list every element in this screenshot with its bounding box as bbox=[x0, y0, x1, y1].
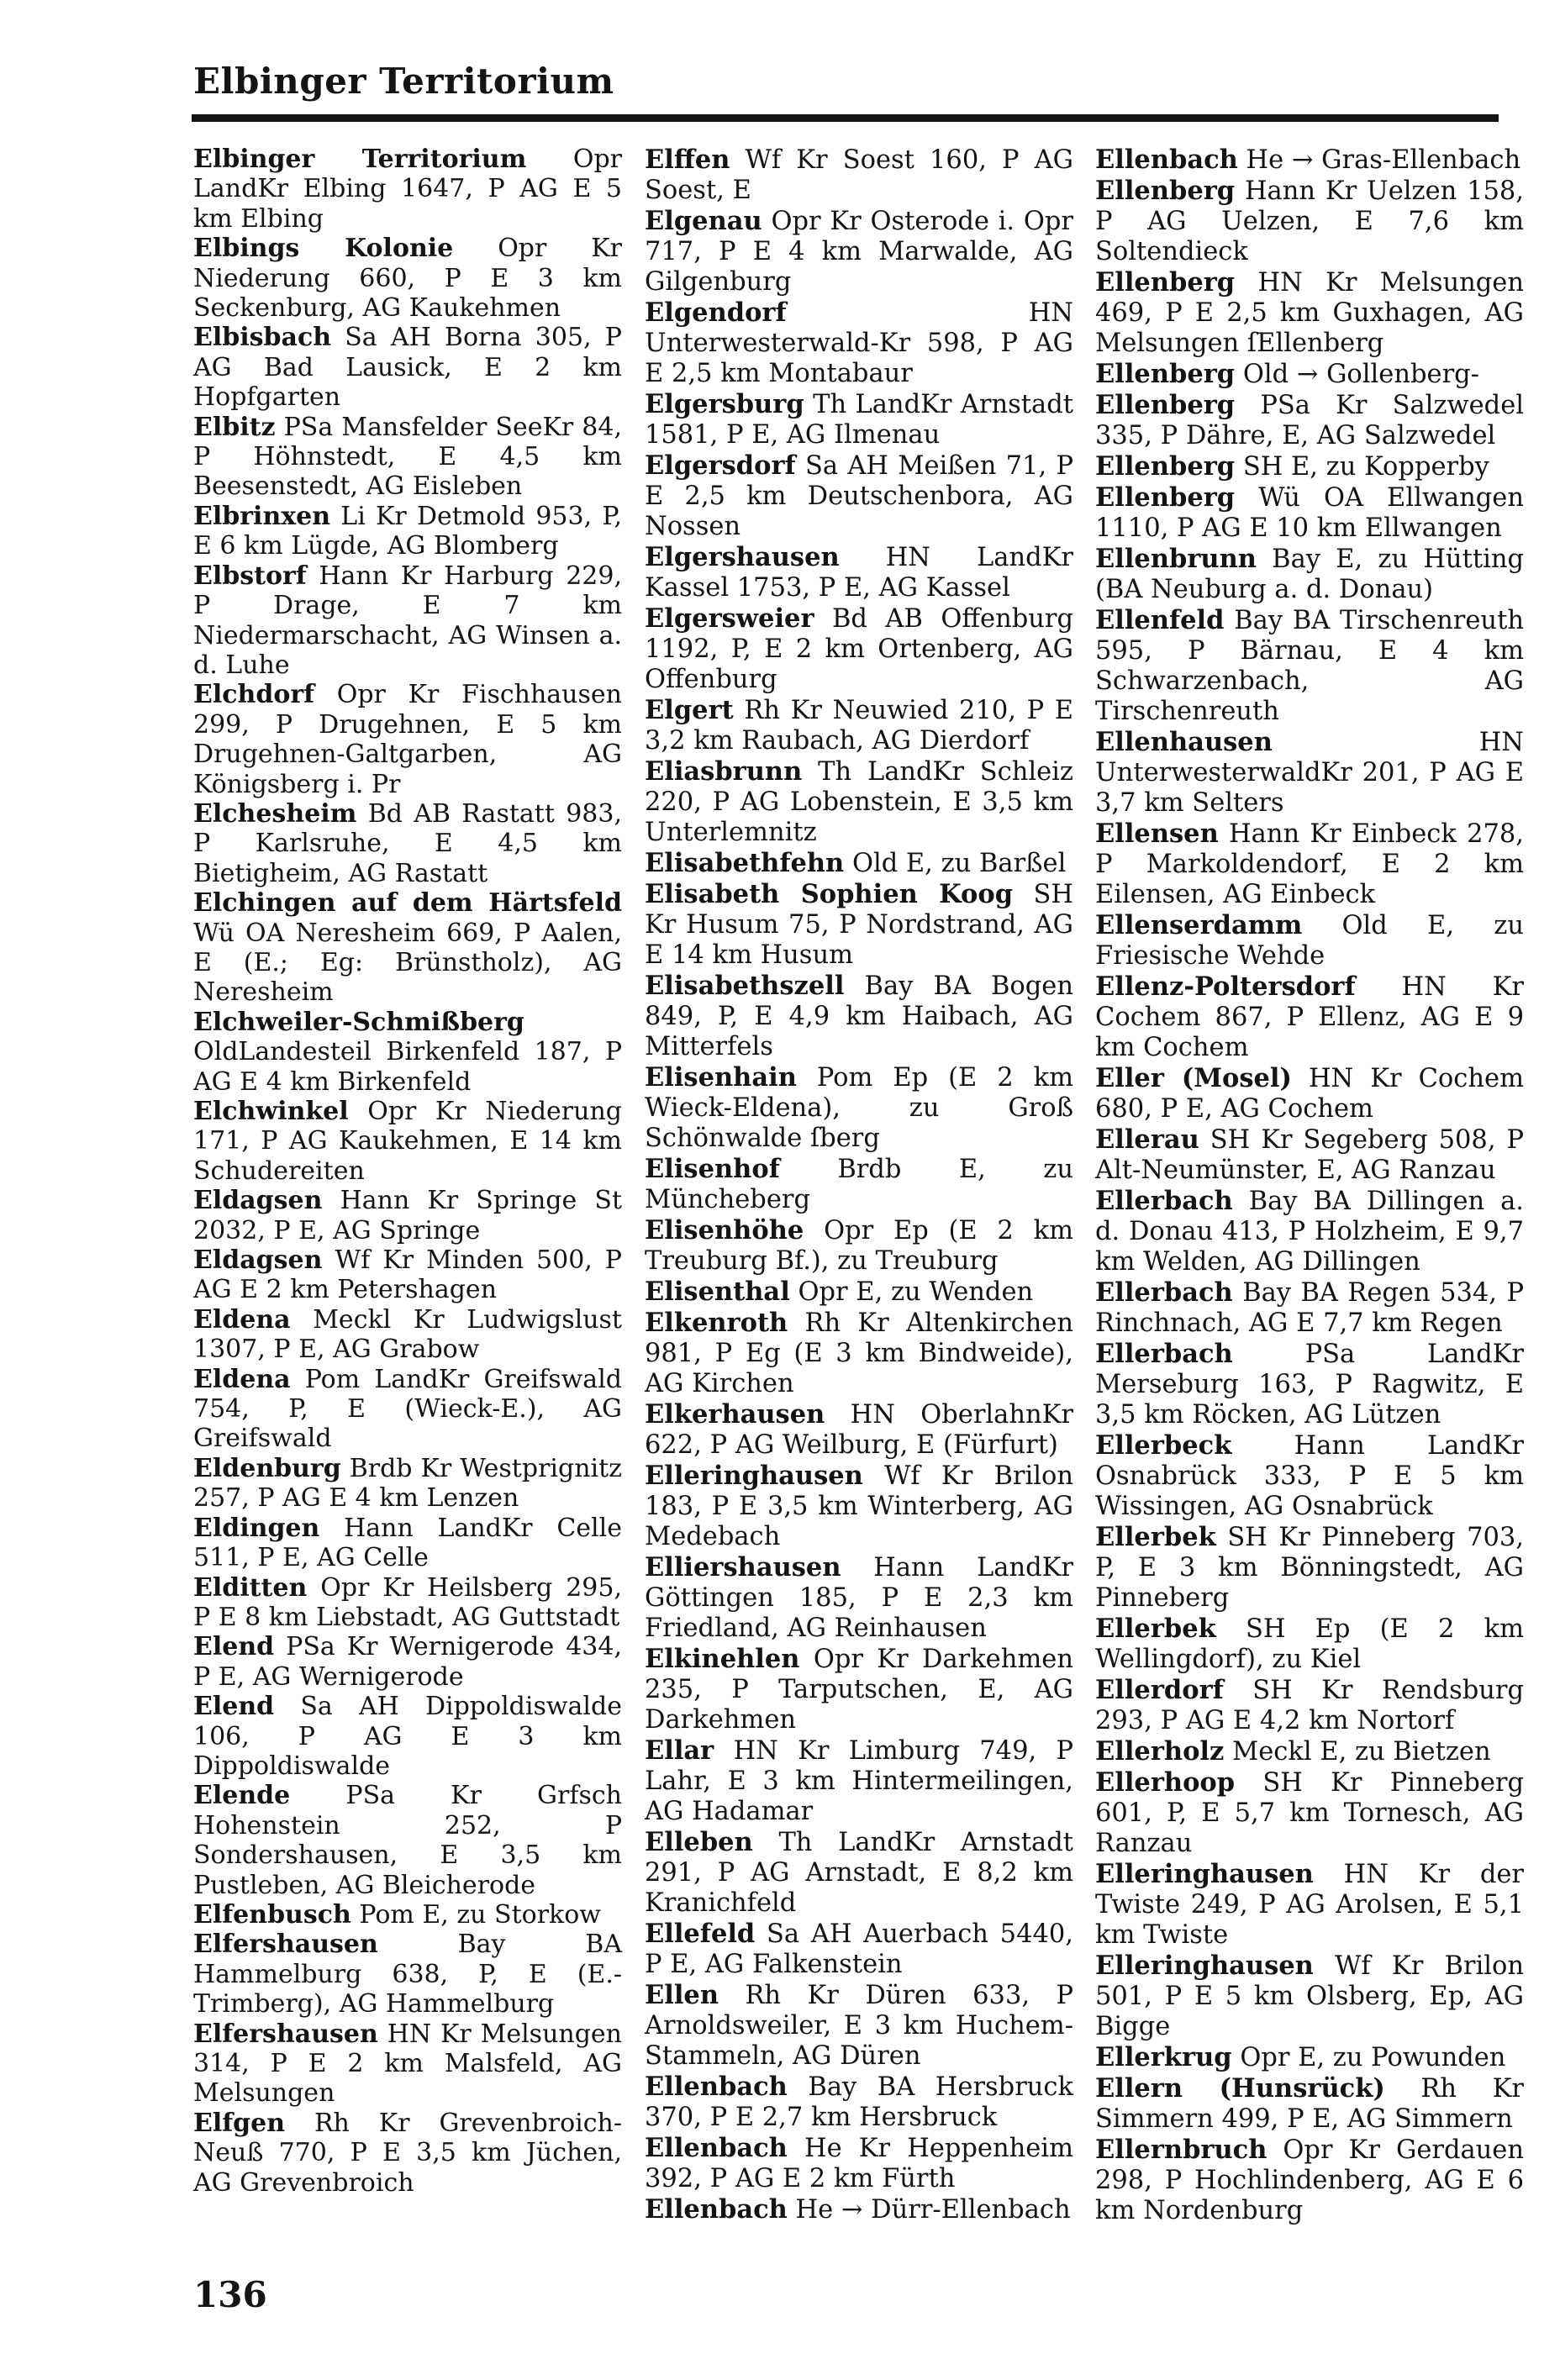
entry-headword: Ellenz-Poltersdorf bbox=[1095, 971, 1356, 1002]
gazetteer-entry bbox=[645, 1919, 1073, 1980]
entry-headword: Elleringhausen bbox=[1095, 1951, 1314, 1981]
gazetteer-entry bbox=[645, 450, 1073, 542]
entry-text: Brdb E, zu Müncheberg bbox=[645, 1155, 1073, 1214]
entry-text: Opr Kr Darkehmen 235, P Tarputschen, E, AG Darkehmen bbox=[645, 1645, 1073, 1735]
entry-text: Hann Kr Springe St 2032, P E, AG Springe bbox=[193, 1186, 622, 1245]
entry-headword: Ellenbach bbox=[645, 2194, 788, 2225]
entry-headword: Ellerbach bbox=[1095, 1277, 1233, 1308]
gazetteer-entry bbox=[1095, 910, 1524, 971]
entry-text: Opr Kr Niederung 171, P AG Kaukehmen, E 14 km Schudereiten bbox=[193, 1097, 622, 1186]
entry-text: HN OberlahnKr 622, P AG Weilburg, E (Fürfurt) bbox=[645, 1400, 1073, 1460]
entry-headword: Elleringhausen bbox=[645, 1461, 863, 1491]
entry-text: HN Kr Melsungen 314, P E 2 km Malsfeld, AG Melsungen bbox=[193, 2019, 622, 2109]
gazetteer-entry bbox=[1095, 1430, 1524, 1522]
entry-headword: Ellerbek bbox=[1095, 1522, 1216, 1552]
entry-text: Opr E, zu Wenden bbox=[798, 1277, 1034, 1307]
gazetteer-entry bbox=[193, 799, 622, 888]
gazetteer-entry bbox=[193, 680, 622, 799]
entry-text: PSa Kr Salzwedel 335, P Dähre, E, AG Salzwedel bbox=[1095, 391, 1524, 450]
entry-text: Wü OA Neresheim 669, P Aalen, E (E.; Eg: Brünstholz), AG Neresheim bbox=[193, 918, 622, 1008]
gazetteer-entry bbox=[1095, 1951, 1524, 2042]
entry-headword: Ellerhoop bbox=[1095, 1767, 1236, 1798]
entry-headword: Elbinger Territorium bbox=[193, 145, 527, 174]
gazetteer-entry bbox=[193, 1900, 622, 1930]
entry-headword: Elchweiler-Schmißberg bbox=[193, 1007, 524, 1037]
entry-text: He Kr Heppenheim 392, P AG E 2 km Fürth bbox=[645, 2134, 1073, 2193]
gazetteer-entry bbox=[1095, 482, 1524, 544]
entry-text: Rh Kr Grevenbroich-Neuß 770, P E 3,5 km Jüchen, AG Grevenbroich bbox=[193, 2108, 622, 2198]
entry-headword: Eliasbrunn bbox=[645, 756, 803, 787]
gazetteer-entry bbox=[193, 145, 622, 234]
entry-headword: Elend bbox=[193, 1632, 275, 1662]
entry-headword: Eldena bbox=[193, 1364, 291, 1394]
entry-text: Opr Kr Fischhausen 299, P Drugehnen, E 5 km Drugehnen-Galtgarben, AG Königsberg i. Pr bbox=[193, 680, 622, 799]
entry-text: He → Dürr-Ellenbach bbox=[795, 2195, 1071, 2225]
entry-text: Opr Kr Niederung 660, P E 3 km Seckenburg, AG Kaukehmen bbox=[193, 234, 622, 324]
entry-headword: Elisenhain bbox=[645, 1062, 797, 1093]
entry-headword: Ellenbach bbox=[1095, 145, 1238, 175]
entry-headword: Elgersweier bbox=[645, 603, 814, 634]
entry-headword: Ellerbek bbox=[1095, 1614, 1216, 1644]
gazetteer-entry bbox=[193, 1008, 622, 1097]
entry-headword: Ellenserdamm bbox=[1095, 910, 1303, 940]
column-1 bbox=[193, 145, 622, 2198]
entry-headword: Eldena bbox=[193, 1304, 291, 1335]
entry-headword: Elbitz bbox=[193, 412, 276, 442]
entry-headword: Elditten bbox=[193, 1572, 308, 1603]
entry-headword: Elchwinkel bbox=[193, 1097, 349, 1126]
entry-headword: Ellern (Hunsrück) bbox=[1095, 2073, 1385, 2104]
entry-headword: Elfershausen bbox=[193, 1930, 378, 1960]
entry-headword: Ellefeld bbox=[645, 1919, 756, 1949]
entry-headword: Elffen bbox=[645, 145, 730, 175]
gazetteer-entry bbox=[1095, 1186, 1524, 1277]
entry-headword: Eldenburg bbox=[193, 1453, 341, 1483]
entry-text: Wf Kr Brilon 501, P E 5 km Olsberg, Ep, AG Bigge bbox=[1095, 1951, 1525, 2041]
entry-text: Bay BA Hammelburg 638, P, E (E.-Trimberg), AG Hammelburg bbox=[193, 1930, 622, 2019]
gazetteer-entry bbox=[645, 971, 1073, 1062]
entry-headword: Eldingen bbox=[193, 1513, 320, 1543]
gazetteer-entry bbox=[645, 1735, 1073, 1827]
gazetteer-entry bbox=[645, 2072, 1073, 2133]
entry-text: SH Ep (E 2 km Wellingdorf), zu Kiel bbox=[1095, 1614, 1524, 1674]
entry-text: HN UnterwesterwaldKr 201, P AG E 3,7 km Selters bbox=[1095, 728, 1524, 818]
gazetteer-entry bbox=[645, 145, 1073, 206]
gazetteer-entry bbox=[1095, 1614, 1524, 1675]
gazetteer-entry bbox=[1095, 176, 1524, 267]
entry-headword: Elgert bbox=[645, 695, 734, 725]
entry-text: Bay BA Bogen 849, P, E 4,9 km Haibach, AG Mitterfels bbox=[645, 971, 1073, 1061]
entry-text: Bay BA Tirschenreuth 595, P Bärnau, E 4 km Schwarzenbach, AG Tirschenreuth bbox=[1095, 606, 1524, 726]
entry-headword: Elisabethszell bbox=[645, 971, 845, 1001]
entry-text: Rh Kr Neuwied 210, P E 3,2 km Raubach, AG Dierdorf bbox=[645, 696, 1073, 756]
entry-text: HN Unterwesterwald-Kr 598, P AG E 2,5 km Montabaur bbox=[645, 298, 1073, 388]
gazetteer-entry bbox=[1095, 727, 1524, 819]
column-2 bbox=[645, 145, 1073, 2225]
gazetteer-entry bbox=[1095, 2073, 1524, 2135]
gazetteer-entry bbox=[193, 1454, 622, 1514]
gazetteer-entry bbox=[193, 1245, 622, 1305]
entry-text: Hann Kr Harburg 229, P Drage, E 7 km Niedermarschacht, AG Winsen a. d. Luhe bbox=[193, 561, 622, 680]
entry-headword: Eldagsen bbox=[193, 1245, 323, 1276]
gazetteer-entry bbox=[645, 1062, 1073, 1154]
gazetteer-entry bbox=[645, 879, 1073, 971]
gazetteer-entry bbox=[193, 323, 622, 412]
entry-text: PSa Kr Grfsch Hohenstein 252, P Sondershausen, E 3,5 km Pustleben, AG Bleicherode bbox=[193, 1781, 622, 1900]
entry-text: PSa LandKr Merseburg 163, P Ragwitz, E 3,5 km Röcken, AG Lützen bbox=[1095, 1340, 1524, 1430]
entry-text: Brdb Kr Westprignitz 257, P AG E 4 km Lenzen bbox=[193, 1453, 622, 1514]
entry-headword: Elbstorf bbox=[193, 561, 307, 591]
entry-text: Bay E, zu Hütting (BA Neuburg a. d. Donau) bbox=[1095, 545, 1524, 604]
entry-text: Pom E, zu Storkow bbox=[359, 1899, 601, 1930]
entry-headword: Eller (Mosel) bbox=[1095, 1063, 1292, 1093]
entry-text: Hann LandKr Osnabrück 333, P E 5 km Wissingen, AG Osnabrück bbox=[1095, 1431, 1524, 1521]
gazetteer-entry bbox=[1095, 544, 1524, 605]
entry-headword: Elisabethfehn bbox=[645, 848, 845, 878]
entry-headword: Elgersburg bbox=[645, 389, 804, 419]
entry-text: Th LandKr Schleiz 220, P AG Lobenstein, E 3,5 km Unterlemnitz bbox=[645, 757, 1073, 847]
entry-text: Meckl E, zu Bietzen bbox=[1232, 1737, 1491, 1767]
gazetteer-entry bbox=[645, 1827, 1073, 1919]
entry-text: HN LandKr Kassel 1753, P E, AG Kassel bbox=[645, 543, 1073, 603]
entry-text: HN Kr Cochem 680, P E, AG Cochem bbox=[1095, 1064, 1524, 1124]
entry-headword: Elleben bbox=[645, 1827, 753, 1857]
entry-headword: Ellen bbox=[645, 1980, 719, 2010]
entry-headword: Ellenberg bbox=[1095, 176, 1236, 206]
gazetteer-entry bbox=[645, 1980, 1073, 2072]
entry-headword: Elchesheim bbox=[193, 798, 357, 829]
entry-text: Wü OA Ellwangen 1110, P AG E 10 km Ellwangen bbox=[1095, 483, 1524, 543]
entry-text: SH Kr Rendsburg 293, P AG E 4,2 km Nortorf bbox=[1095, 1676, 1524, 1735]
gazetteer-entry bbox=[193, 1186, 622, 1245]
entry-text: Old E, zu Friesische Wehde bbox=[1095, 911, 1524, 971]
entry-text: Opr Ep (E 2 km Treuburg Bf.), zu Treuburg bbox=[645, 1216, 1073, 1276]
gazetteer-entry bbox=[193, 1573, 622, 1633]
entry-headword: Ellenbrunn bbox=[1095, 544, 1257, 574]
entry-text: Sa AH Dippoldiswalde 106, P AG E 3 km Dippoldiswalde bbox=[193, 1692, 622, 1781]
entry-text: Hann Kr Einbeck 278, P Markoldendorf, E 2 km Eilensen, AG Einbeck bbox=[1095, 819, 1524, 909]
entry-headword: Ellerholz bbox=[1095, 1736, 1225, 1767]
entry-headword: Elkenroth bbox=[645, 1308, 788, 1338]
gazetteer-entry bbox=[645, 298, 1073, 389]
entry-text: Old E, zu Barßel bbox=[851, 849, 1067, 878]
gazetteer-entry bbox=[1095, 1063, 1524, 1124]
entry-text: He → Gras-Ellenbach bbox=[1246, 145, 1521, 175]
entry-text: Hann Kr Uelzen 158, P AG Uelzen, E 7,6 km Soltendieck bbox=[1095, 176, 1524, 266]
entry-headword: Ellernbruch bbox=[1095, 2135, 1268, 2165]
entry-text: Meckl Kr Ludwigslust 1307, P E, AG Grabow bbox=[193, 1304, 622, 1365]
entry-text: Th LandKr Arnstadt 1581, P E, AG Ilmenau bbox=[645, 390, 1073, 450]
gazetteer-entry bbox=[645, 756, 1073, 848]
entry-headword: Ellenbach bbox=[645, 2133, 788, 2163]
gazetteer-entry bbox=[1095, 1859, 1524, 1951]
entry-text: Opr Kr Osterode i. Opr 717, P E 4 km Marwalde, AG Gilgenburg bbox=[645, 207, 1073, 297]
column-3 bbox=[1095, 145, 1524, 2226]
gazetteer-entry bbox=[1095, 2042, 1524, 2073]
gazetteer-entry bbox=[645, 389, 1073, 450]
entry-text: Bd AB Rastatt 983, P Karlsruhe, E 4,5 km Bietigheim, AG Rastatt bbox=[193, 798, 622, 888]
entry-text: HN Kr der Twiste 249, P AG Arolsen, E 5,1 km Twiste bbox=[1095, 1860, 1524, 1950]
gazetteer-entry bbox=[645, 695, 1073, 756]
entry-headword: Elende bbox=[193, 1781, 291, 1811]
gazetteer-entry bbox=[645, 542, 1073, 603]
gazetteer-entry bbox=[193, 1365, 622, 1454]
header-rule bbox=[192, 114, 1499, 122]
gazetteer-entry bbox=[645, 1308, 1073, 1399]
entry-headword: Elisenthal bbox=[645, 1277, 790, 1307]
entry-text: Rh Kr Simmern 499, P E, AG Simmern bbox=[1095, 2074, 1524, 2134]
gazetteer-entry bbox=[645, 1399, 1073, 1461]
entry-headword: Ellerkrug bbox=[1095, 2042, 1232, 2072]
entry-headword: Ellerbeck bbox=[1095, 1430, 1232, 1461]
entry-text: Wf Kr Brilon 183, P E 3,5 km Winterberg, AG Medebach bbox=[645, 1461, 1074, 1551]
entry-headword: Ellerbach bbox=[1095, 1186, 1233, 1216]
gazetteer-entry bbox=[193, 1632, 622, 1692]
entry-text: Rh Kr Altenkirchen 981, P Eg (E 3 km Bindweide), AG Kirchen bbox=[645, 1308, 1073, 1398]
entry-text: SH Kr Pinneberg 601, P, E 5,7 km Tornesch, AG Ranzau bbox=[1095, 1768, 1524, 1858]
entry-headword: Elisenhof bbox=[645, 1154, 780, 1184]
entry-headword: Ellenberg bbox=[1095, 390, 1236, 420]
gazetteer-entry bbox=[1095, 1339, 1524, 1430]
entry-headword: Elliershausen bbox=[645, 1552, 841, 1582]
gazetteer-entry bbox=[1095, 1124, 1524, 1186]
gazetteer-entry bbox=[193, 1514, 622, 1573]
gazetteer-entry bbox=[193, 1097, 622, 1186]
gazetteer-entry bbox=[193, 1692, 622, 1781]
entry-text: Li Kr Detmold 953, P, E 6 km Lügde, AG Blomberg bbox=[193, 501, 622, 561]
entry-headword: Elgershausen bbox=[645, 542, 840, 572]
entry-headword: Eldagsen bbox=[193, 1186, 323, 1216]
entry-headword: Ellerau bbox=[1095, 1124, 1199, 1155]
entry-text: Opr Kr Heilsberg 295, P E 8 km Liebstadt, AG Guttstadt bbox=[193, 1572, 622, 1632]
entry-text: PSa Mansfelder SeeKr 84, P Höhnstedt, E 4,5 km Beesenstedt, AG Eisleben bbox=[193, 412, 622, 502]
entry-headword: Elbings Kolonie bbox=[193, 234, 454, 264]
entry-headword: Elgendorf bbox=[645, 298, 787, 328]
entry-headword: Elleringhausen bbox=[1095, 1859, 1314, 1889]
entry-headword: Ellenbach bbox=[645, 2072, 788, 2102]
gazetteer-entry bbox=[645, 848, 1073, 879]
gazetteer-entry bbox=[1095, 267, 1524, 359]
entry-headword: Elgenau bbox=[645, 206, 762, 236]
entry-text: Old → Gollenberg- bbox=[1242, 360, 1479, 389]
gazetteer-entry bbox=[193, 561, 622, 681]
entry-text: Bd AB Offenburg 1192, P, E 2 km Ortenberg, AG Offenburg bbox=[645, 604, 1073, 694]
entry-headword: Elgersdorf bbox=[645, 450, 796, 481]
entry-text: Hann LandKr Göttingen 185, P E 2,3 km Friedland, AG Reinhausen bbox=[645, 1553, 1073, 1643]
entry-text: Bay BA Regen 534, P Rinchnach, AG E 7,7 km Regen bbox=[1095, 1278, 1524, 1338]
entry-headword: Elend bbox=[193, 1692, 275, 1722]
entry-headword: Ellenberg bbox=[1095, 451, 1236, 482]
gazetteer-entry bbox=[645, 1277, 1073, 1308]
entry-headword: Ellensen bbox=[1095, 819, 1219, 849]
entry-text: Bay BA Hersbruck 370, P E 2,7 km Hersbruck bbox=[645, 2072, 1073, 2132]
running-header: Elbinger Territorium bbox=[193, 61, 614, 102]
entry-headword: Elkerhausen bbox=[645, 1399, 825, 1430]
entry-headword: Ellenberg bbox=[1095, 359, 1236, 389]
gazetteer-entry bbox=[645, 1154, 1073, 1215]
entry-headword: Ellerdorf bbox=[1095, 1675, 1224, 1705]
gazetteer-entry bbox=[1095, 390, 1524, 451]
entry-text: Bay BA Dillingen a. d. Donau 413, P Holzheim, E 9,7 km Welden, AG Dillingen bbox=[1095, 1187, 1524, 1277]
entry-text: Opr E, zu Powunden bbox=[1240, 2043, 1506, 2072]
entry-text: Opr Kr Gerdauen 298, P Hochlindenberg, AG E 6 km Nordenburg bbox=[1095, 2135, 1524, 2225]
gazetteer-entry bbox=[1095, 1767, 1524, 1859]
entry-text: Pom LandKr Greifswald 754, P, E (Wieck-E.), AG Greifswald bbox=[193, 1364, 622, 1454]
entry-text: SH Kr Pinneberg 703, P, E 3 km Bönningstedt, AG Pinneberg bbox=[1095, 1523, 1524, 1613]
gazetteer-entry bbox=[1095, 1736, 1524, 1767]
entry-text: HN Kr Limburg 749, P Lahr, E 3 km Hintermeilingen, AG Hadamar bbox=[645, 1736, 1073, 1826]
gazetteer-entry bbox=[193, 1930, 622, 2019]
gazetteer-entry bbox=[1095, 971, 1524, 1063]
entry-headword: Ellar bbox=[645, 1735, 714, 1766]
gazetteer-entry bbox=[1095, 359, 1524, 390]
entry-headword: Ellenberg bbox=[1095, 482, 1236, 513]
entry-text: Wf Kr Minden 500, P AG E 2 km Petershagen bbox=[193, 1245, 622, 1305]
entry-headword: Elchdorf bbox=[193, 680, 315, 710]
gazetteer-entry bbox=[193, 1781, 622, 1900]
gazetteer-entry bbox=[1095, 819, 1524, 910]
entry-text: Sa AH Borna 305, P AG Bad Lausick, E 2 km Hopfgarten bbox=[193, 323, 622, 413]
entry-text: Wf Kr Soest 160, P AG Soest, E bbox=[645, 145, 1073, 205]
entry-headword: Ellenfeld bbox=[1095, 605, 1225, 635]
page-number: 136 bbox=[193, 2274, 267, 2315]
entry-text: HN Kr Cochem 867, P Ellenz, AG E 9 km Cochem bbox=[1095, 972, 1524, 1062]
gazetteer-entry bbox=[193, 234, 622, 323]
entry-text: Hann LandKr Celle 511, P E, AG Celle bbox=[193, 1513, 622, 1573]
entry-headword: Elbisbach bbox=[193, 323, 332, 353]
entry-text: Th LandKr Arnstadt 291, P AG Arnstadt, E 8,2 km Kranichfeld bbox=[645, 1828, 1073, 1918]
gazetteer-entry bbox=[193, 1305, 622, 1365]
entry-headword: Ellenberg bbox=[1095, 267, 1236, 298]
gazetteer-entry bbox=[193, 2109, 622, 2198]
gazetteer-entry bbox=[1095, 1277, 1524, 1339]
gazetteer-entry bbox=[645, 603, 1073, 695]
entry-headword: Ellenhausen bbox=[1095, 727, 1273, 757]
entry-text: Rh Kr Düren 633, P Arnoldsweiler, E 3 km Huchem-Stammeln, AG Düren bbox=[645, 1981, 1073, 2071]
entry-headword: Ellerbach bbox=[1095, 1339, 1233, 1369]
entry-headword: Elchingen auf dem Härtsfeld bbox=[193, 888, 622, 919]
gazetteer-entry bbox=[645, 1215, 1073, 1277]
gazetteer-entry bbox=[1095, 2135, 1524, 2226]
entry-text: PSa Kr Wernigerode 434, P E, AG Wernigerode bbox=[193, 1632, 622, 1692]
entry-text: Opr LandKr Elbing 1647, P AG E 5 km Elbing bbox=[193, 145, 622, 234]
entry-headword: Elkinehlen bbox=[645, 1644, 800, 1674]
entry-text: Pom Ep (E 2 km Wieck-Eldena), zu Groß Schönwalde ſberg bbox=[645, 1063, 1073, 1153]
entry-headword: Elisabeth Sophien Koog bbox=[645, 879, 1014, 909]
gazetteer-entry bbox=[193, 888, 622, 1008]
entry-headword: Elisenhöhe bbox=[645, 1215, 804, 1245]
gazetteer-entry bbox=[193, 413, 622, 502]
gazetteer-entry bbox=[645, 1644, 1073, 1735]
entry-headword: Elfershausen bbox=[193, 2019, 378, 2049]
gazetteer-entry bbox=[1095, 1675, 1524, 1736]
gazetteer-entry bbox=[193, 502, 622, 561]
gazetteer-entry bbox=[1095, 451, 1524, 482]
entry-headword: Elbrinxen bbox=[193, 501, 331, 531]
gazetteer-entry bbox=[1095, 605, 1524, 727]
entry-text: OldLandesteil Birkenfeld 187, P AG E 4 km Birkenfeld bbox=[193, 1037, 622, 1097]
entry-text: SH Kr Segeberg 508, P Alt-Neumünster, E, AG Ranzau bbox=[1095, 1125, 1524, 1185]
entry-text: SH Kr Husum 75, P Nordstrand, AG E 14 km Husum bbox=[645, 880, 1073, 970]
gazetteer-entry bbox=[645, 2194, 1073, 2225]
gazetteer-entry bbox=[645, 2133, 1073, 2194]
gazetteer-entry bbox=[193, 2019, 622, 2109]
gazetteer-entry bbox=[645, 206, 1073, 298]
gazetteer-entry bbox=[1095, 1522, 1524, 1614]
gazetteer-entry bbox=[1095, 145, 1524, 176]
entry-text: HN Kr Melsungen 469, P E 2,5 km Guxhagen, AG Melsungen ſEllenberg bbox=[1095, 268, 1524, 358]
entry-text: SH E, zu Kopperby bbox=[1242, 452, 1489, 482]
entry-headword: Elfenbusch bbox=[193, 1899, 351, 1930]
entry-text: Sa AH Meißen 71, P E 2,5 km Deutschenbora, AG Nossen bbox=[645, 451, 1073, 541]
gazetteer-entry bbox=[645, 1552, 1073, 1644]
gazetteer-entry bbox=[645, 1461, 1073, 1552]
entry-headword: Elfgen bbox=[193, 2108, 286, 2138]
entry-text: Sa AH Auerbach 5440, P E, AG Falkenstein bbox=[645, 1919, 1073, 1979]
